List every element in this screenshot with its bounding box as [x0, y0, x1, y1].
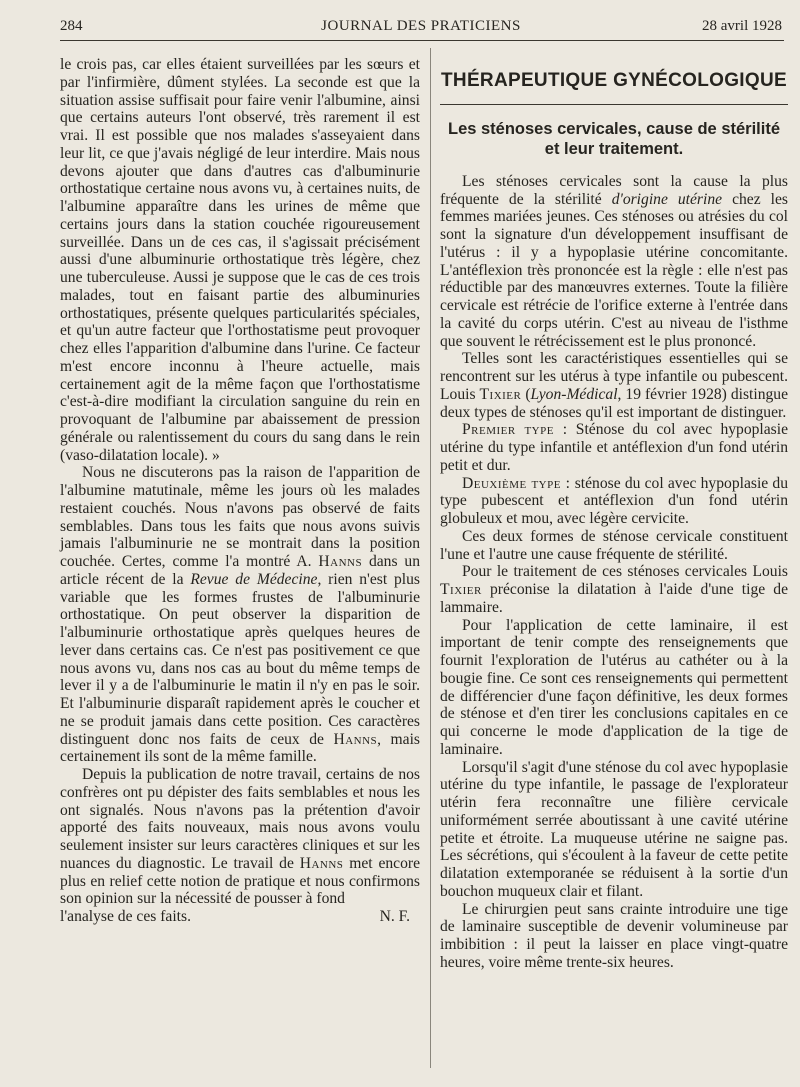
journal-title: JOURNAL DES PRATICIENS — [321, 18, 521, 34]
paragraph: Depuis la publication de notre travail, certains de nos confrères ont pu dépister des faits semblables et nous les ont signalés. Nous n'avons pas la prétention d'avoir apporté des faits nouveaux, mais nous avons voulu seulement insister sur leurs caractères cliniques et sur les nuances du diagnostic. Le travail de Hanns met encore plus en relief cette notion de pratique et nous confirmons son opinion sur la nécessité de pousser à fond — [60, 766, 421, 908]
article-title: Les sténoses cervicales, cause de stérilité et leur traitement. — [447, 119, 781, 158]
paragraph: Pour le traitement de ces sténoses cervicales Louis Tixier préconise la dilatation à l'aide d'une tige de lammaire. — [440, 563, 788, 616]
paragraph: Pour l'application de cette laminaire, il est important de tenir compte des renseignements que fournit l'exploration de l'utérus au cathéter ou à la bougie fine. Ce sont ces renseignements qui permettent de différencier d'une façon définitive, les deux formes de sténose et d'en tirer les conclusions capitales en ce qui concerne le mode d'application de la tige de laminaire. — [440, 616, 788, 758]
paragraph: Deuxième type : sténose du col avec hypoplasie du type pubescent et antéflexion d'un fond utérin globuleux et mou, avec légère cervicite. — [440, 474, 788, 527]
paragraph: le crois pas, car elles étaient surveillées par les sœurs et par l'infirmière, dûment stylées. La seconde est que la situation assise suffisait pour faire venir l'albumine, ainsi que certains auteurs l'ont observé, très rarement il est vrai. Il est possible que nos malades s'asseyaient dans leur lit, ce que j'avais négligé de leur interdire. Mais nous devons ajouter que dans d'autres cas d'albuminurie orthostatique certaine nous avons vu, à certaines nuits, de l'albumine apparaître dans les urines de même que certains jours dans la station couchée rigoureusement surveillée. Dans un de ces cas, il s'agissait précisément aussi d'une albuminurie orthostatique très légère, chez une tuberculeuse. Aussi je suppose que le cas de ces trois malades, tout en faisant partie des albuminuries orthostatiques, présente quelques particularités spéciales, et qu'un autre facteur que l'orthostatisme peut provoquer chez elles l'apparition d'albumine dans l'urine. Ce facteur m'est encore inconnu à l'heure actuelle, mais certainement agit de la même façon que l'orthostatisme c'est-à-dire modifiant la circulation sanguine du rein en provoquant de l'albumine par abaissement de pression générale ou ralentissement du cours du sang dans le rein (vaso-dilatation locale). » — [60, 56, 420, 464]
issue-date: 28 avril 1928 — [702, 18, 782, 34]
type-label: Premier type : — [462, 421, 568, 439]
running-header — [60, 18, 782, 40]
type-label: Deuxième type : — [462, 474, 571, 492]
author-name: Tixier — [440, 581, 482, 598]
journal-reference: Revue de Médecine — [190, 570, 318, 588]
author-name: Hanns — [333, 730, 378, 748]
paragraph: Nous ne discuterons pas la raison de l'apparition de l'albumine matutinale, même les jours où les malades restaient couchés. Nous n'avons pas observé de faits semblables. Dans tous les faits que nous avons suivis jamais l'albuminurie ne se montrait dans la position couchée. Certes, comme l'a montré A. Hanns dans un article récent de la Revue de Médecine, rien n'est plus variable que les formes frustes de l'albuminurie orthostatique. On peut observer la disparition de l'albuminurie orthostatique après quelques heures de lever dans certains cas. Ce n'est pas positivement ce que nous avons vu, dans nos cas au bout du même temps de lever il y a de l'albuminurie le matin il n'y en pas le soir. Et l'albuminurie disparaît rapidement après le coucher et ne se produit jamais dans cette position. Ces caractères distinguent donc nos faits de ceux de Hanns, mais certainement ils sont de la même famille. — [60, 464, 421, 766]
paragraph: Premier type : Sténose du col avec hypoplasie utérine du type infantile et antéflexion d'un fond utérin petit et dur. — [440, 421, 788, 474]
author-name: Tixier — [479, 385, 522, 403]
paragraph: Ces deux formes de sténose cervicale constituent l'une et l'autre une cause fréquente de stérilité. — [440, 527, 788, 563]
page-number: 284 — [60, 18, 83, 34]
signature: N. F. — [379, 908, 410, 925]
paragraph: Lorsqu'il s'agit d'une sténose du col avec hypoplasie utérine du type infantile, le passage de l'explorateur utérin fera reconnaître une filière cervicale uniformément serrée aboutissant à une cavité utérine petite et étroite. La muqueuse utérine ne saigne pas. Les sécrétions, qui s'écoulent à la faveur de cette petite dilatation extemporanée se réduisent à la sortie d'un bouchon muqueux clair et filant. — [440, 758, 788, 900]
closing-line: l'analyse de ces faits. N. F. — [60, 908, 420, 926]
author-name: Hanns — [299, 854, 344, 872]
header-rule — [60, 40, 784, 41]
section-rule — [440, 104, 788, 105]
column-divider — [430, 48, 431, 1068]
author-name: Hanns — [318, 553, 363, 570]
left-column — [60, 56, 420, 926]
paragraph: Les sténoses cervicales sont la cause la plus fréquente de la stérilité d'origine utérine chez les femmes mariées jeunes. Ces sténoses ou atrésies du col sont la signature d'un développement insuffisant de l'utérus : il y a hypoplasie utérine concomitante. L'antéflexion très prononcée est la règle : elle n'est pas réductible par des manœuvres externes. Toute la filière cervicale est rétrécie de l'orifice externe à l'entrée dans la cavité du corps utérin. C'est au niveau de l'isthme que souvent le rétrécissement est le plus prononcé. — [440, 172, 788, 350]
paragraph: Le chirurgien peut sans crainte introduire une tige de laminaire susceptible de devenir volumineuse par imbibition : il peut la laisser en place vingt-quatre heures, voire même trente-six heures. — [440, 900, 788, 971]
paragraph: Telles sont les caractéristiques essentielles qui se rencontrent sur les utérus à type infantile ou pubescent. Louis Tixier (Lyon-Médical, 19 février 1928) distingue deux types de sténoses qu'il est important de distinguer. — [440, 350, 789, 421]
journal-reference: Lyon-Médical — [530, 385, 618, 403]
right-column — [440, 56, 788, 972]
section-title: THÉRAPEUTIQUE GYNÉCOLOGIQUE — [441, 70, 787, 91]
